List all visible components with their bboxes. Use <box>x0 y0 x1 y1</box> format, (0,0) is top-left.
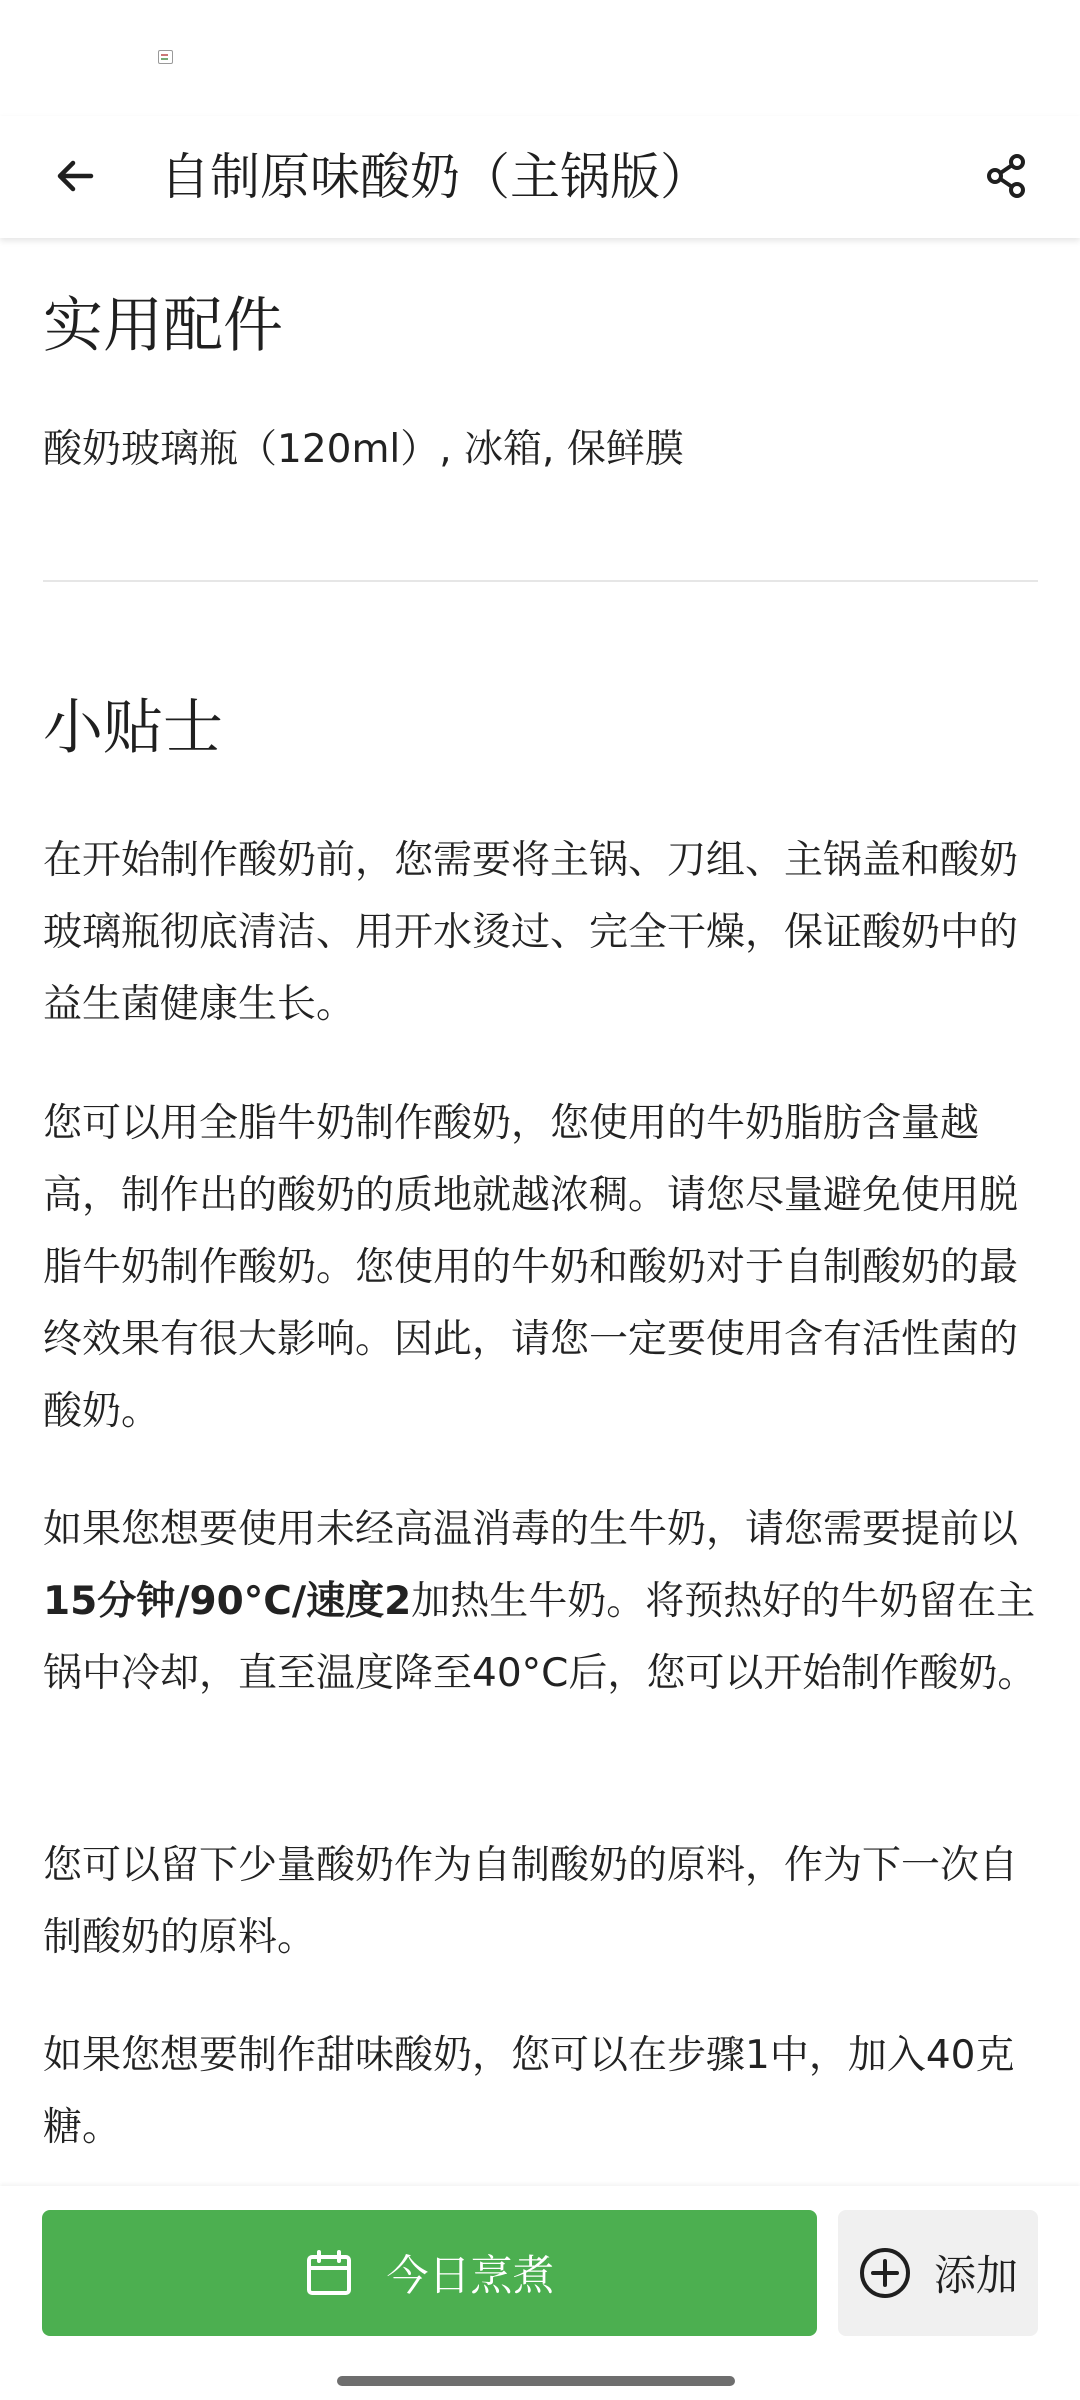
home-indicator[interactable] <box>337 2376 735 2386</box>
accessories-list: 酸奶玻璃瓶（120ml）, 冰箱, 保鲜膜 <box>43 427 684 472</box>
section-divider <box>43 580 1038 582</box>
tip-paragraph-milk: 您可以用全脂牛奶制作酸奶，您使用的牛奶脂肪含量越高，制作出的酸奶的质地就越浓稠。请您尽量避免使用脱脂牛奶制作酸奶。您使用的牛奶和酸奶对于自制酸奶的最终效果有很大影响。因此，请您一定要使用含有活性菌的酸奶。 <box>43 1101 1019 1434</box>
page-title: 自制原味酸奶（主锅版） <box>160 148 710 206</box>
app-bar <box>0 116 1080 238</box>
tip-text: 如果您想要使用未经高温消毒的生牛奶，请您需要提前以 <box>43 1507 1019 1552</box>
tip-setting-highlight: 15分钟/90°C/速度2 <box>43 1579 412 1624</box>
add-label: 添加 <box>933 2251 1018 2300</box>
status-bar <box>0 0 1080 116</box>
tip-paragraph-starter: 您可以留下少量酸奶作为自制酸奶的原料，作为下一次自制酸奶的原料。 <box>43 1843 1019 1960</box>
tips-heading: 小贴士 <box>43 693 223 763</box>
arrow-left-icon <box>51 152 99 200</box>
notification-icon <box>158 50 173 64</box>
tip-paragraph-raw-milk <box>43 1494 1043 1710</box>
recipe-content[interactable] <box>0 238 1080 2186</box>
share-icon <box>983 152 1031 200</box>
calendar-icon <box>304 2248 354 2298</box>
bottom-action-bar <box>0 2186 1080 2400</box>
tip-text: 加热生牛奶。将预热好的牛奶留在主锅中冷却，直至温度降至40°C后，您可以开始制作酸奶。 <box>43 1579 1037 1696</box>
add-button[interactable] <box>838 2210 1038 2336</box>
cook-today-label: 今日烹煮 <box>386 2251 555 2300</box>
accessories-heading: 实用配件 <box>43 291 283 361</box>
back-button[interactable] <box>30 131 120 221</box>
tip-paragraph-cleaning: 在开始制作酸奶前，您需要将主锅、刀组、主锅盖和酸奶玻璃瓶彻底清洁、用开水烫过、完全干燥，保证酸奶中的益生菌健康生长。 <box>43 838 1019 1027</box>
plus-circle-icon <box>858 2246 912 2300</box>
share-button[interactable] <box>962 131 1052 221</box>
cook-today-button[interactable] <box>42 2210 817 2336</box>
tip-paragraph-sweet: 如果您想要制作甜味酸奶，您可以在步骤1中，加入40克糖。 <box>43 2033 1015 2150</box>
